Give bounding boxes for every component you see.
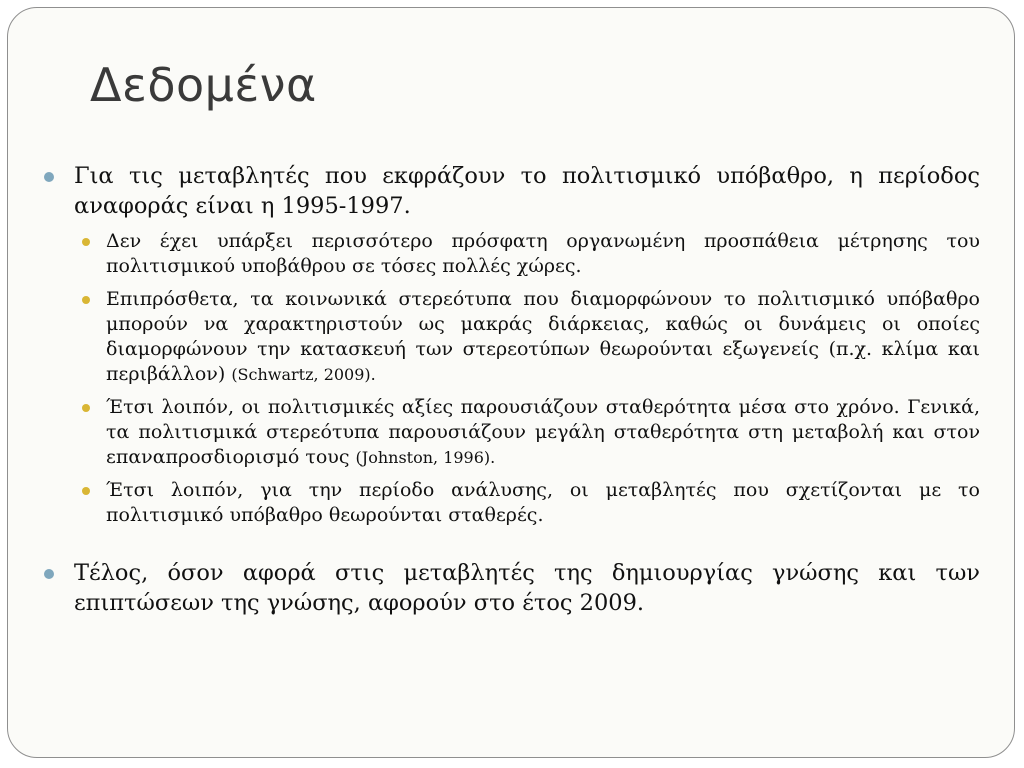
citation: (Schwartz, 2009). [231, 365, 376, 384]
sub-bullet-text: Δεν έχει υπάρξει περισσότερο πρόσφατη οργανωμένη προσπάθεια μέτρησης του πολιτισμικού υποβάθρου σε τόσες πολλές χώρες. [106, 230, 980, 277]
sub-bullet-text: Έτσι λοιπόν, για την περίοδο ανάλυσης, οι μεταβλητές που σχετίζονται με το πολιτισμικό υπόβαθρο θεωρούνται σταθερές. [106, 479, 980, 526]
sub-bullet-text: Έτσι λοιπόν, οι πολιτισμικές αξίες παρουσιάζουν σταθερότητα μέσα στο χρόνο. Γενικά, τα πολιτισμικά στερεότυπα παρουσιάζουν μεγάλη σταθερότητα στη μεταβολή και στον επαναπροσδιορισμό τους [106, 396, 980, 468]
sub-bullet-item [42, 287, 980, 387]
sub-bullet-item [42, 229, 980, 279]
bullet-dot-icon [44, 172, 54, 182]
sub-bullet-item [42, 478, 980, 528]
bullet-text: Τέλος, όσον αφορά στις μεταβλητές της δημιουργίας γνώσης και των επιπτώσεων της γνώσης, αφορούν στο έτος 2009. [74, 560, 980, 616]
bullet-text: Για τις μεταβλητές που εκφράζουν το πολιτισμικό υπόβαθρο, η περίοδος αναφοράς είναι η 1995-1997. [74, 163, 980, 219]
slide-title: Δεδομένα [90, 58, 317, 112]
bullet-list [42, 161, 980, 618]
citation: (Johnston, 1996). [355, 448, 496, 467]
slide-frame [7, 7, 1015, 758]
bullet-item [42, 558, 980, 618]
sub-bullet-dot-icon [82, 487, 90, 495]
bullet-item [42, 161, 980, 221]
sub-bullet-item [42, 395, 980, 470]
sub-bullet-dot-icon [82, 404, 90, 412]
sub-bullet-dot-icon [82, 238, 90, 246]
sub-bullet-dot-icon [82, 296, 90, 304]
bullet-dot-icon [44, 569, 54, 579]
sub-bullet-text: Επιπρόσθετα, τα κοινωνικά στερεότυπα που διαμορφώνουν το πολιτισμικό υπόβαθρο μπορούν να χαρακτηριστούν ως μακράς διάρκειας, καθώς οι δυνάμεις οι οποίες διαμορφώνουν την κατασκευή των στερεοτύπων θεωρούνται εξωγενείς (π.χ. κλίμα και περιβάλλον) [106, 288, 980, 385]
